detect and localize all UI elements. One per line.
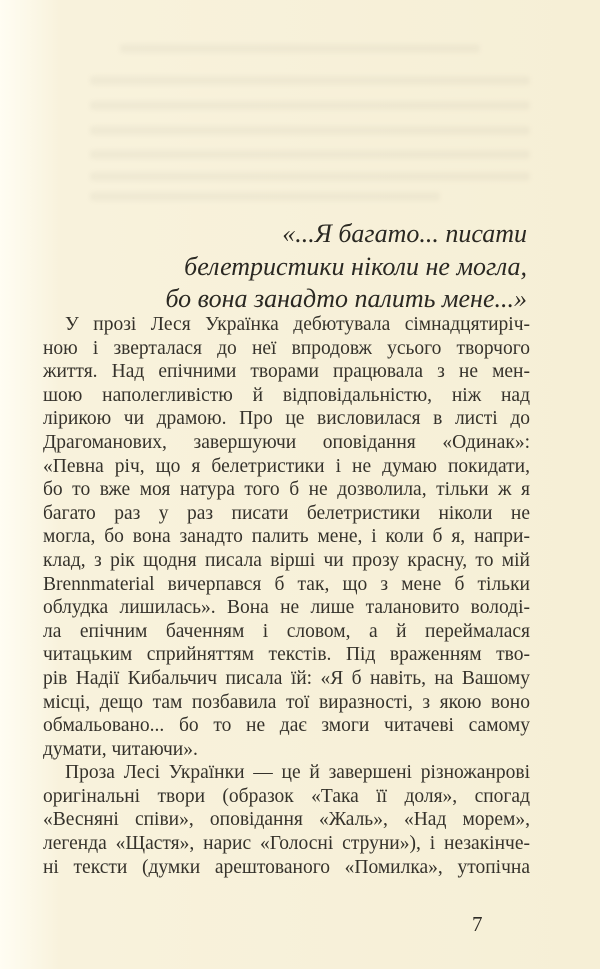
text-line: Проза Лесі Українки — це й завершені різножанрові (65, 762, 530, 784)
text-line: ною і зверталася до неї впродовж усього творчого (43, 337, 530, 359)
text-line: лірикою чи драмою. Про це висловилася в листі до (43, 408, 530, 430)
text-line: Драгоманових, завершуючи оповідання «Одинак»: (43, 431, 530, 453)
text-line: читацьким сприйняттям текстів. Під враженням тво- (43, 644, 530, 666)
text-line: «Певна річ, що я белетристики і не думаю покидати, (43, 455, 530, 477)
text-line: місці, дещо там позбавила тої виразності, з якою воно (43, 691, 530, 713)
text-line: легенда «Щастя», нарис «Голосні струни»), і незакінче- (43, 833, 530, 855)
text-line: У прозі Леся Українка дебютувала сімнадцятиріч- (65, 314, 530, 335)
pull-quote-line: «...Я багато... писати (282, 219, 527, 248)
text-line: шою наполегливістю й відповідальністю, ніж над (43, 384, 530, 406)
text-line: «Весняні співи», оповідання «Жаль», «Над морем», (43, 809, 530, 831)
text-line: думати, читаючи». (43, 738, 198, 760)
text-line: ні тексти (думки арештованого «Помилка», утопічна (43, 856, 530, 878)
pull-quote (165, 218, 527, 316)
text-line: бо то вже моя натура того б не дозволила, тільки ж я (43, 479, 530, 501)
text-line: багато раз у раз писати белетристики ніколи не (43, 502, 530, 524)
pull-quote-line: белетристики ніколи не могла, (184, 251, 527, 281)
pull-quote-line: бо вона занадто палить мене...» (165, 284, 527, 313)
text-line: життя. Над епічними творами працювала з не мен- (43, 361, 530, 383)
page-number: 7 (472, 912, 483, 936)
text-line: клад, з рік щодня писала вірші чи прозу красну, то мій (43, 549, 530, 571)
text-line: обмальовано... бо то не дає змоги читачеві самому (43, 715, 530, 737)
text-line: Brennmaterial вичерпався б так, що з мене б тільки (43, 573, 530, 595)
body-text (43, 313, 530, 879)
text-line: рів Надії Кибальчич писала їй: «Я б навіть, на Вашому (43, 667, 530, 689)
text-line: оригінальні твори (образок «Така її доля», спогад (43, 785, 530, 807)
text-line: могла, бо вона занадто палить мене, і коли б я, напри- (43, 526, 530, 548)
text-line: ла епічним баченням і словом, а й переймалася (43, 620, 530, 642)
text-line: облудка лишилась». Вона не лише талановито володі- (43, 597, 530, 619)
